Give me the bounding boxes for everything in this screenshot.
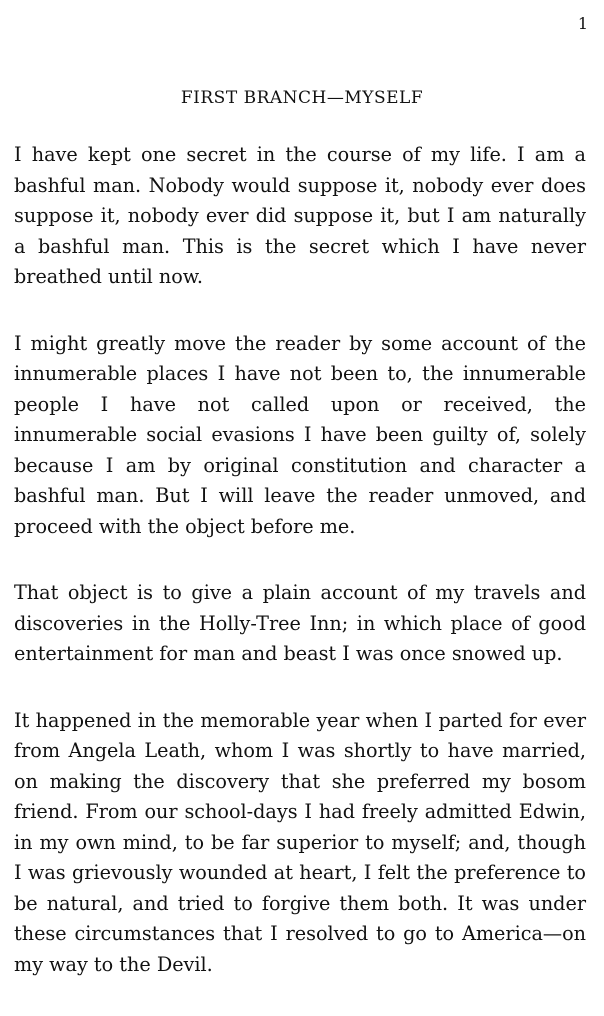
chapter-title: FIRST BRANCH—MYSELF (180, 88, 424, 108)
paragraph-2: I might greatly move the reader by some account of the innumerable places I have not been to, the innumerable people I have not called upon or received, the innumerable social evasions I have been guilty of, solely because I am by original constitution and character a bashful man. But I will leave the reader unmoved, and proceed with the object before me. (14, 331, 586, 538)
page-number: 1 (577, 14, 588, 33)
paragraph-1: I have kept one secret in the course of my life. I am a bashful man. Nobody would suppose it, nobody ever does suppose it, nobody ever did suppose it, but I am naturally a bashful man. This is the secret which I have never breathed until now. (14, 143, 586, 288)
paragraph-3: That object is to give a plain account of my travels and discoveries in the Holly-Tree Inn; in which place of good entertainment for man and beast I was once snowed up. (14, 581, 586, 665)
body-text (14, 140, 586, 1016)
paragraph-4: It happened in the memorable year when I parted for ever from Angela Leath, whom I was shortly to have married, on making the discovery that she preferred my bosom friend. From our school-days I had freely admitted Edwin, in my own mind, to be far superior to myself; and, though I was grievously wounded at heart, I felt the preference to be natural, and tried to forgive them both. It was under these circumstances that I resolved to go to America—on my way to the Devil. (14, 708, 586, 976)
